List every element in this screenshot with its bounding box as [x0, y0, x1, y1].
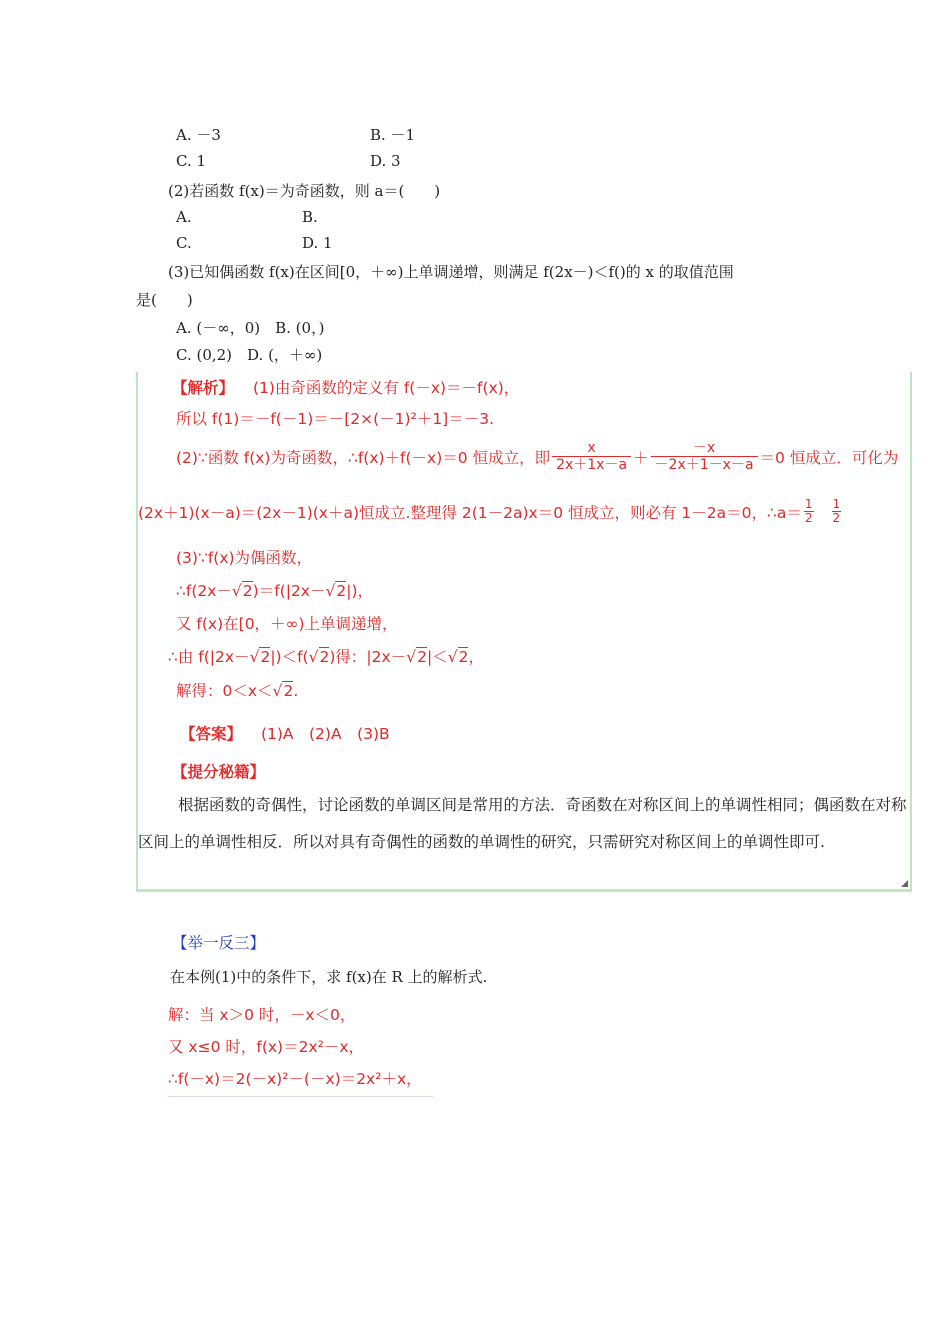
q2-option-b: B. [302, 208, 318, 226]
fraction-1-numerator: x [552, 440, 631, 457]
q3-stem-line1: (3)已知偶函数 f(x)在区间[0，＋∞)上单调递增，则满足 f(2x－)＜f()的 x 的取值范围 [168, 263, 734, 281]
resize-grip-icon [901, 880, 908, 887]
solution-part2-line1 [176, 440, 898, 473]
sqrt-radicand: 2 [417, 648, 427, 666]
q3-stem-line2: 是( ) [136, 291, 193, 309]
answer-text: (1)A (2)A (3)B [260, 725, 390, 743]
answer-line [180, 722, 390, 744]
q3-options-cd: C. (0,2) D. (，＋∞) [176, 346, 323, 364]
extension-tag: 【举一反三】 [172, 934, 266, 952]
s3l2-mid: )＝f(|2x－ [252, 582, 326, 600]
q1-option-a: A. －3 [176, 126, 221, 144]
solution-part1-line2: 所以 f(1)＝－f(－1)＝－[2×(－1)²＋1]＝－3. [176, 410, 495, 428]
q2-option-a: A. [176, 208, 192, 226]
s3l2-post: |)， [346, 582, 374, 600]
half-denominator-1: 2 [804, 511, 813, 525]
s3l5-pre: 解得：0＜x＜ [176, 682, 273, 700]
sqrt-symbol: √ [325, 582, 336, 600]
fraction-2-denominator: －2x＋1－x－a [654, 457, 754, 473]
sqrt-symbol: √ [249, 648, 260, 666]
q2-option-c: C. [176, 234, 192, 252]
solution-part1-line1: (1)由奇函数的定义有 f(－x)＝－f(x)， [252, 379, 520, 397]
sqrt-symbol: √ [231, 582, 242, 600]
s3l4-a: |)＜f( [270, 648, 309, 666]
sqrt-radicand: 2 [319, 648, 330, 666]
sqrt-radicand: 2 [242, 582, 253, 600]
q2-option-d: D. 1 [302, 234, 333, 252]
extension-line-2: 又 x≤0 时，f(x)＝2x²－x， [168, 1038, 365, 1056]
plus-sign: ＋ [633, 448, 649, 467]
solution-part3-line2 [176, 579, 373, 601]
solution-part3-line1: (3)∵f(x)为偶函数， [176, 549, 313, 567]
q1-option-d: D. 3 [370, 152, 401, 170]
extension-line-1: 解：当 x＞0 时，－x＜0， [168, 1006, 356, 1024]
tips-tag: 【提分秘籍】 [172, 763, 266, 781]
solution-part2-line2-text: (2x＋1)(x－a)＝(2x－1)(x＋a)恒成立.整理得 2(1－2a)x＝0 恒成立，则必有 1－2a＝0，∴a＝ [138, 503, 802, 522]
s3l4-post: ， [468, 648, 484, 666]
sqrt-radicand: 2 [260, 648, 271, 666]
answer-tag: 【答案】 [180, 725, 243, 743]
solution-tag: 【解析】 [172, 379, 235, 397]
sqrt-radicand: 2 [336, 582, 347, 600]
q2-stem: (2)若函数 f(x)＝为奇函数，则 a＝( ) [168, 182, 441, 200]
extension-question: 在本例(1)中的条件下，求 f(x)在 R 上的解析式. [170, 968, 488, 986]
half-numerator-2: 1 [832, 497, 841, 511]
sqrt-symbol: √ [272, 682, 283, 700]
fraction-1-denominator: 2x＋1x－a [556, 457, 628, 473]
s3l4-b: )得：|2x－ [329, 648, 407, 666]
half-numerator-1: 1 [804, 497, 813, 511]
half-fraction-2 [832, 498, 842, 525]
sqrt-symbol: √ [406, 648, 417, 666]
fraction-2-numerator: －x [651, 440, 758, 457]
q1-option-b: B. －1 [370, 126, 416, 144]
half-denominator-2: 2 [832, 511, 841, 525]
sqrt-radicand: 2 [283, 682, 294, 700]
s3l5-post: . [293, 682, 299, 700]
solution-part3-line5 [176, 679, 298, 701]
half-fraction-1 [804, 498, 814, 525]
solution-part2-post: ＝0 恒成立．可化为 [759, 448, 899, 467]
q3-options-ab: A. (－∞，0) B. (0，) [176, 319, 325, 337]
s3l4-c: |＜ [426, 648, 448, 666]
tips-paragraph: 根据函数的奇偶性，讨论函数的单调区间是常用的方法．奇函数在对称区间上的单调性相同；偶函数在对称区间上的单调性相反．所以对具有奇偶性的函数的单调性的研究，只需研究对称区间上的单调性即可. [138, 796, 907, 851]
s3l2-pre: ∴f(2x－ [176, 582, 232, 600]
sqrt-symbol: √ [447, 648, 458, 666]
solution-part3-line4 [168, 645, 484, 667]
sqrt-symbol: √ [308, 648, 319, 666]
solution-line-1 [172, 376, 519, 398]
extension-line-3: ∴f(－x)＝2(－x)²－(－x)＝2x²＋x， [168, 1070, 422, 1088]
solution-part2-pre: (2)∵函数 f(x)为奇函数，∴f(x)＋f(－x)＝0 恒成立，即 [176, 448, 551, 467]
sqrt-radicand: 2 [458, 648, 469, 666]
q1-option-c: C. 1 [176, 152, 207, 170]
fraction-2 [651, 440, 758, 473]
bottom-divider [168, 1096, 433, 1097]
s3l4-pre: ∴由 f(|2x－ [168, 648, 250, 666]
fraction-1 [552, 440, 631, 473]
solution-part3-line3: 又 f(x)在[0，＋∞)上单调递增， [176, 615, 398, 633]
solution-part2-line2 [138, 498, 843, 525]
